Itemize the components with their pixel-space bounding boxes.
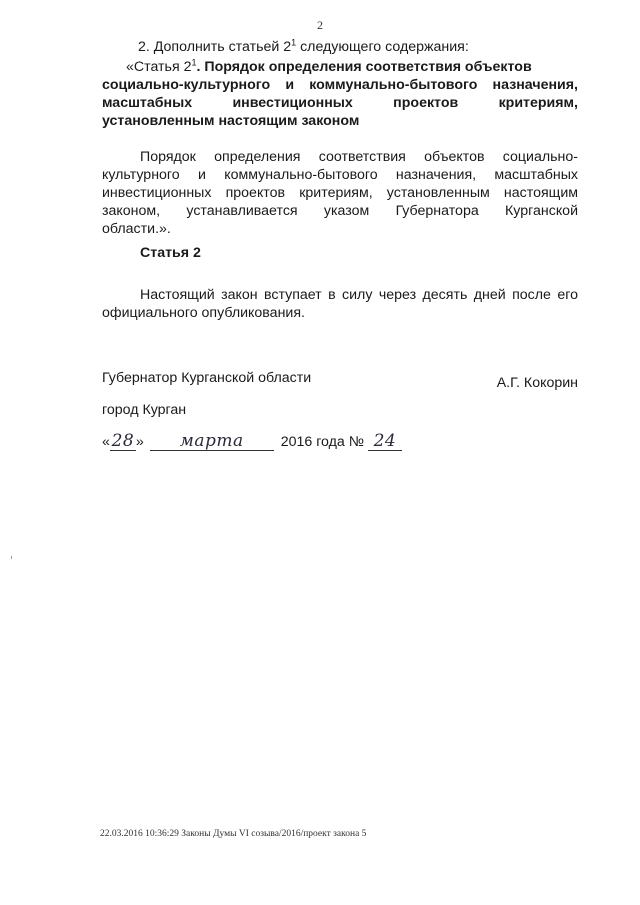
date-year-text: 2016 года №	[280, 434, 364, 450]
heading-line-3: масштабных инвестиционных проектов критериям,	[102, 95, 578, 111]
date-day: 28	[111, 431, 135, 451]
article-2-1-sup: 1	[191, 57, 197, 68]
article-2-line-2: официального опубликования.	[102, 305, 305, 321]
heading-line-2: социально-культурного и коммунально-бытового назначения,	[102, 77, 578, 93]
article-2-1-title-line: . Порядок определения соответствия объектов	[196, 59, 532, 75]
body-line-5: области.».	[102, 221, 171, 237]
date-month: марта	[150, 432, 274, 451]
law-number: 24	[368, 432, 402, 451]
governor-name: А.Г. Кокорин	[496, 375, 578, 391]
article-2-1-heading	[102, 58, 578, 130]
scan-speck	[11, 556, 12, 559]
date-close-quote: »	[135, 434, 144, 450]
date-row	[102, 432, 402, 458]
body-line-3: инвестиционных проектов критериям, установленным настоящим	[102, 185, 578, 201]
item-intro	[138, 38, 469, 56]
page-number: 2	[317, 18, 323, 32]
article-2-line-1: Настоящий закон вступает в силу через десять дней после его	[140, 287, 578, 303]
article-2-title: Статья 2	[140, 245, 201, 261]
article-2-1-prefix: «Статья 2	[126, 59, 192, 75]
heading-line-1	[102, 58, 578, 76]
body-line-1: Порядок определения соответствия объектов социально-	[140, 149, 578, 165]
article-2-body	[102, 286, 578, 322]
item-intro-suffix: следующего содержания:	[296, 39, 469, 55]
footer-path: 22.03.2016 10:36:29 Законы Думы VI созыва/2016/проект закона 5	[100, 829, 367, 839]
item-intro-sup: 1	[291, 37, 297, 48]
city: город Курган	[102, 402, 187, 418]
governor-title: Губернатор Курганской области	[102, 370, 312, 386]
date-open-quote: «	[102, 434, 110, 450]
body-line-2: культурного и коммунально-бытового назначения, масштабных	[102, 167, 578, 183]
body-line-4: законом, устанавливается указом Губернатора Курганской	[102, 203, 578, 219]
article-2-1-body	[102, 148, 578, 238]
heading-line-4: установленным настоящим законом	[102, 113, 360, 129]
item-intro-prefix: 2. Дополнить статьей 2	[138, 39, 292, 55]
